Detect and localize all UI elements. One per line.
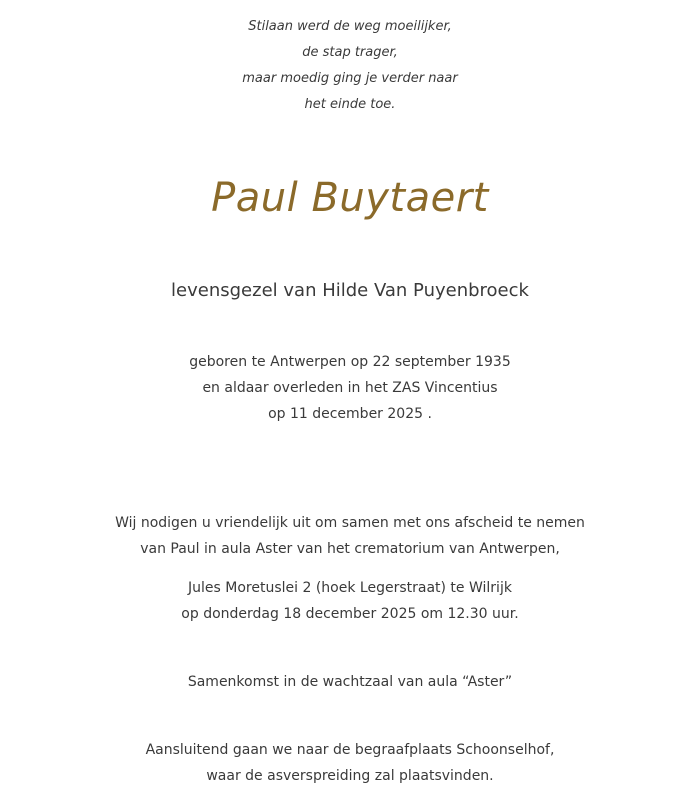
deceased-name: Paul Buytaert <box>211 175 489 221</box>
partner-line: levensgezel van Hilde Van Puyenbroeck <box>171 280 529 301</box>
invitation-text <box>0 510 700 562</box>
ceremony-address: Jules Moretuslei 2 (hoek Legerstraat) te Wilrijk <box>188 580 512 596</box>
burial-line: Aansluitend gaan we naar de begraafplaats Schoonselhof, <box>145 742 555 758</box>
ceremony-datetime: op donderdag 18 december 2025 om 12.30 uur. <box>181 606 519 622</box>
birth-line: geboren te Antwerpen op 22 september 1935 <box>189 354 511 370</box>
ceremony-details <box>0 575 700 627</box>
gathering-note: Samenkomst in de wachtzaal van aula “Aster” <box>187 674 513 690</box>
invitation-line: Wij nodigen u vriendelijk uit om samen met ons afscheid te nemen <box>115 515 585 531</box>
invitation-line: van Paul in aula Aster van het crematorium van Antwerpen, <box>140 541 560 557</box>
memorial-poem <box>0 14 700 118</box>
birth-death-details <box>0 349 700 427</box>
poem-line: maar moedig ging je verder naar <box>242 71 458 86</box>
death-date-line: op 11 december 2025 . <box>268 406 432 422</box>
poem-line: de stap trager, <box>302 45 398 60</box>
burial-details <box>0 737 700 789</box>
death-place-line: en aldaar overleden in het ZAS Vincentius <box>202 380 498 396</box>
burial-line: waar de asverspreiding zal plaatsvinden. <box>206 768 494 784</box>
poem-line: Stilaan werd de weg moeilijker, <box>248 19 452 34</box>
poem-line: het einde toe. <box>304 97 396 112</box>
